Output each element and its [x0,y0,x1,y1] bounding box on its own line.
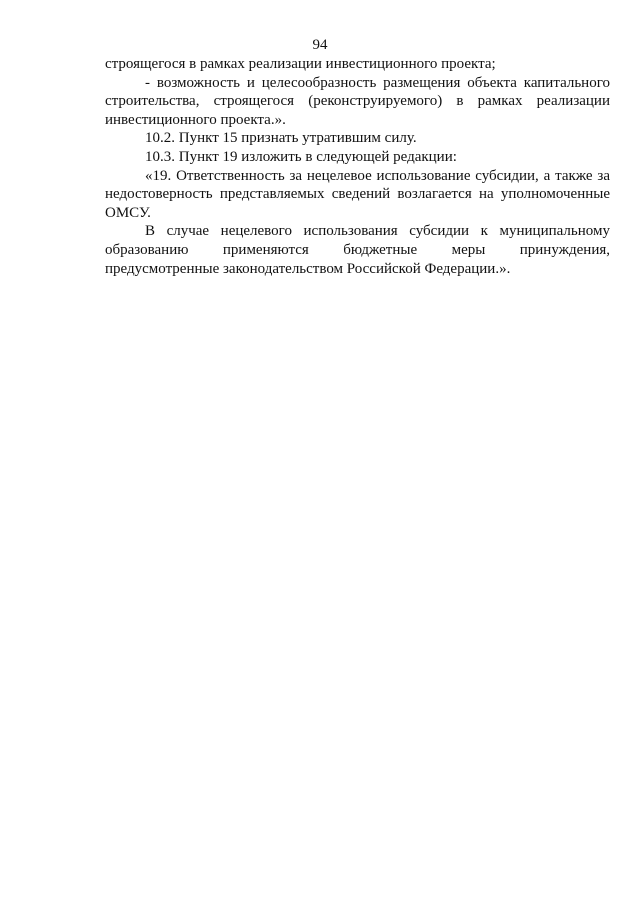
page-number: 94 [312,37,328,53]
paragraph-misuse-line-1: В случае нецелевого использования субсидии к муниципальному [145,223,610,240]
paragraph-item-10-3: 10.3. Пункт 19 изложить в следующей редакции: [145,148,457,165]
paragraph-misuse-line-3: предусмотренные законодательством Российской Федерации.». [105,260,511,277]
paragraph-item-10-2: 10.2. Пункт 15 признать утратившим силу. [145,130,417,147]
paragraph-list-item: - возможность и целесообразность размещения объекта капитального строительства, строящегося (реконструируемого) в рамках реализации инвестиционного проекта.». [105,74,610,128]
document-body [105,55,610,278]
paragraph-misuse-line-2: образованию применяются бюджетные меры принуждения, [105,241,610,258]
paragraph-continuation: строящегося в рамках реализации инвестиционного проекта; [105,56,496,72]
paragraph-item-19: «19. Ответственность за нецелевое использование субсидии, а также за недостоверность представляемых сведений возлагается на уполномоченные ОМСУ. [105,167,610,221]
